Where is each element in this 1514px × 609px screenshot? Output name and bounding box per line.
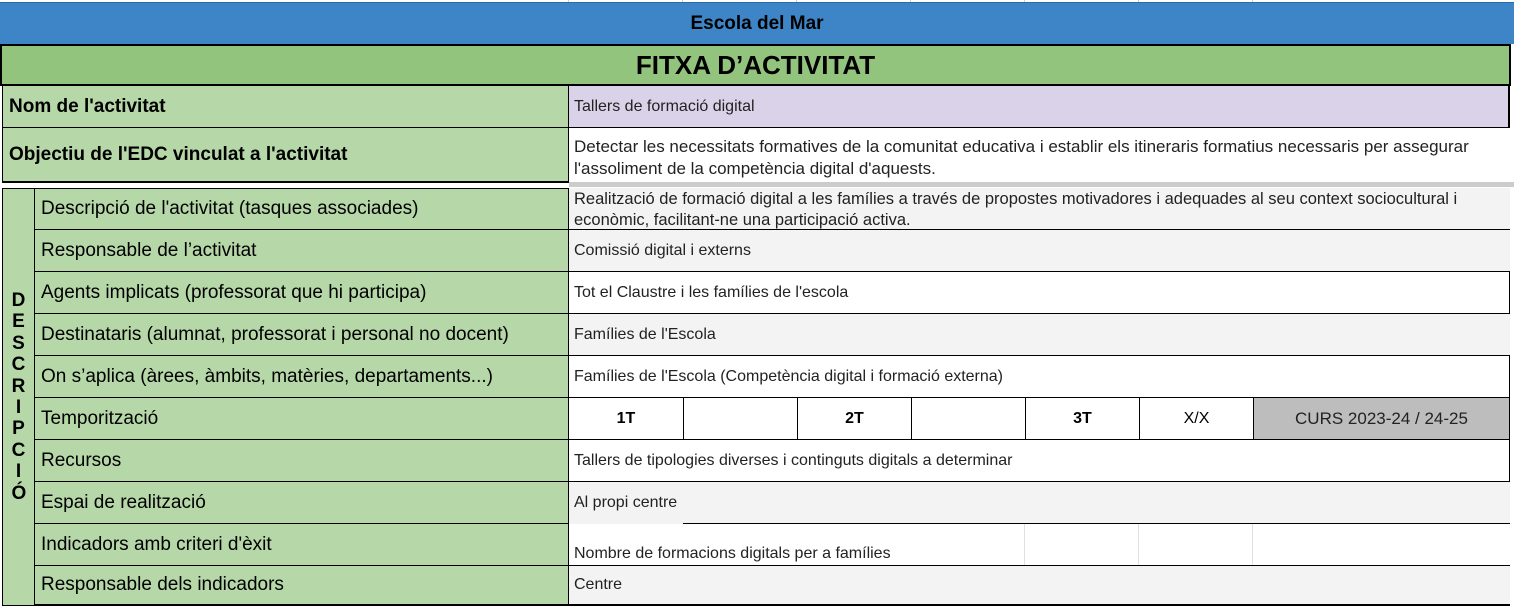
school-name-header[interactable]: Escola del Mar: [0, 2, 1514, 44]
applies-value[interactable]: Famílies de l'Escola (Competència digital i formació externa): [569, 356, 1510, 398]
description-label[interactable]: Descripció de l'activitat (tasques associades): [35, 188, 569, 230]
timing-t1[interactable]: 1T: [569, 398, 683, 440]
indicators-value[interactable]: Nombre de formacions digitals per a famílies: [569, 524, 1510, 566]
indicators-label[interactable]: Indicadors amb criteri d'èxit: [35, 524, 569, 566]
objective-label[interactable]: Objectiu de l'EDC vinculat a l'activitat: [2, 128, 569, 183]
resources-value[interactable]: Tallers de tipologies diverses i continguts digitals a determinar: [569, 440, 1510, 482]
description-value[interactable]: Realització de formació digital a les famílies a través de propostes motivadores i adequades al seu context sociocultural i econòmic, facilitant-ne una participació activa.: [569, 188, 1510, 230]
agents-label[interactable]: Agents implicats (professorat que hi participa): [35, 272, 569, 314]
responsible-value[interactable]: Comissió digital i externs: [569, 230, 1510, 272]
indicators-gridline: [1024, 524, 1025, 565]
description-side-text[interactable]: DESCRIPCIÓ: [11, 289, 27, 504]
indicators-responsible-value[interactable]: Centre: [569, 566, 1510, 606]
indicators-gridline: [1138, 524, 1139, 565]
agents-value[interactable]: Tot el Claustre i les famílies de l'escola: [569, 272, 1510, 314]
timing-t3[interactable]: 3T: [1025, 398, 1139, 440]
indicators-gridline: [1252, 524, 1253, 565]
responsible-label[interactable]: Responsable de l’activitat: [35, 230, 569, 272]
timing-t1-value[interactable]: [683, 398, 797, 440]
recipients-label[interactable]: Destinataris (alumnat, professorat i personal no docent): [35, 314, 569, 356]
applies-label[interactable]: On s’aplica (àrees, àmbits, matèries, departaments...): [35, 356, 569, 398]
indicators-responsible-label[interactable]: Responsable dels indicadors: [35, 566, 569, 606]
description-side-label: [2, 188, 35, 606]
resources-label[interactable]: Recursos: [35, 440, 569, 482]
timing-t2[interactable]: 2T: [797, 398, 911, 440]
row-separator: [569, 182, 1514, 187]
recipients-value[interactable]: Famílies de l'Escola: [569, 314, 1510, 356]
activity-name-label[interactable]: Nom de l'activitat: [2, 86, 569, 128]
objective-value[interactable]: Detectar les necessitats formatives de la comunitat educativa i establir els itineraris formatius necessaris per assegurar l'assoliment de la competència digital d'aquests.: [569, 128, 1510, 183]
space-label[interactable]: Espai de realització: [35, 482, 569, 524]
space-value[interactable]: Al propi centre: [569, 482, 1510, 524]
activity-name-value[interactable]: Tallers de formació digital: [569, 86, 1510, 128]
timing-t2-value[interactable]: [911, 398, 1025, 440]
timing-label[interactable]: Temporització: [35, 398, 569, 440]
timing-course[interactable]: CURS 2023-24 / 24-25: [1253, 398, 1510, 440]
timing-t3-value[interactable]: X/X: [1139, 398, 1253, 440]
sheet-title[interactable]: FITXA D’ACTIVITAT: [0, 44, 1511, 86]
